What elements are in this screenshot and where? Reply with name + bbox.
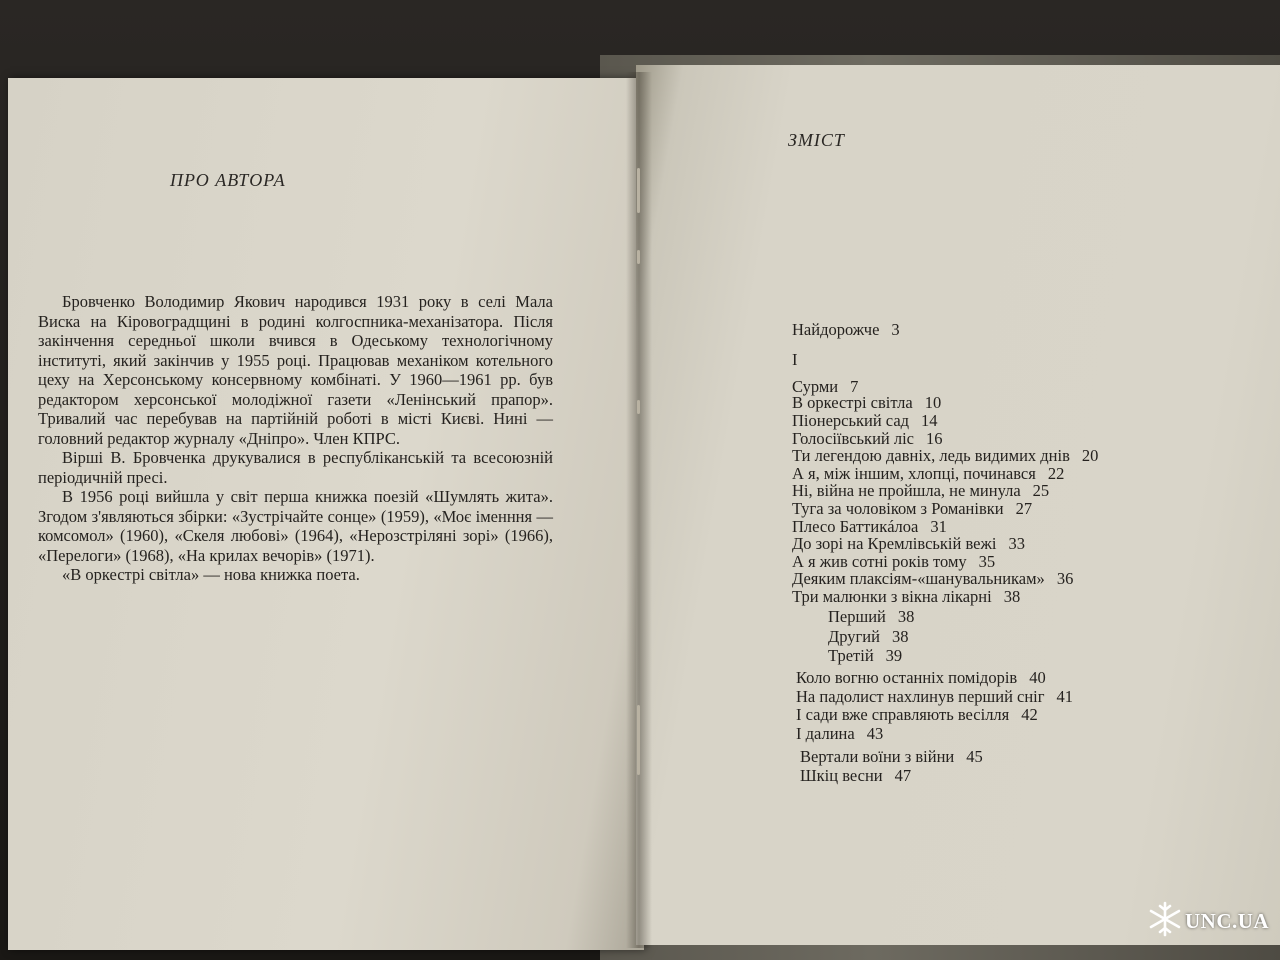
bio-paragraph: Вірші В. Бровченка друкувалися в республіканській та всесоюзній періодичній пресі. [38,448,553,487]
toc-page: 27 [1015,499,1033,518]
toc-entry [796,669,1046,687]
toc-title: Перший [828,607,886,626]
toc-title: До зорі на Кремлівській вежі [792,534,997,553]
toc-page: 25 [1032,481,1050,500]
toc-title: Другий [828,627,880,646]
toc-title: Плесо Баттикáлоа [792,517,919,536]
toc-page: 22 [1047,464,1065,483]
toc-entry [792,570,1073,588]
section-number: І [792,350,798,369]
snowflake-icon [1145,899,1185,939]
toc-title: Туга за чоловіком з Романівки [792,499,1004,518]
toc-page: 38 [891,627,909,646]
toc-title: Коло вогню останніх помідорів [796,668,1018,687]
toc-page: 16 [926,429,943,448]
toc-page: 31 [930,517,947,536]
toc-title: Шкіц весни [800,766,883,785]
toc-title: Вертали воїни з війни [800,747,955,766]
toc-page: 10 [924,393,942,412]
toc-title: А я жив сотні років тому [792,552,967,571]
site-watermark [1145,897,1275,947]
toc-title: А я, між іншим, хлопці, починався [792,464,1036,483]
toc-page: 47 [894,766,912,785]
toc-title: На падолист нахлинув перший сніг [796,687,1045,706]
toc-title: Голосіївський ліс [792,429,914,448]
toc-page: 14 [921,411,938,430]
toc-title: Піонерський сад [792,411,910,430]
toc-entry [796,725,883,743]
toc-page: 42 [1021,705,1038,724]
toc-page: 40 [1029,668,1046,687]
toc-title: Деяким плаксіям-«шанувальникам» [792,569,1045,588]
toc-entry [796,706,1038,724]
toc-entry [792,588,1020,606]
bio-paragraph: Бровченко Володимир Якович народився 1931 року в селі Мала Виска на Кіровоградщині в родині колгоспника-механізатора. Після закінчення середньої школи вчився в Одеському технологічному інституті, який закінчив у 1955 році. Працював механіком котельного цеху на Херсонському консервному комбінаті. У 1960—1961 рр. був редактором херсонської молодіжної газети «Ленінський прапор». Тривалий час перебував на партійній роботі в місті Києві. Нині — головний редактор журналу «Дніпро». Член КПРС. [38,292,553,448]
toc-title: Три малюнки з вікна лікарні [792,587,992,606]
toc-page: 38 [1003,587,1021,606]
toc-page: 36 [1056,569,1074,588]
toc-title: І сади вже справляють весілля [796,705,1010,724]
about-author-heading: ПРО АВТОРА [170,170,286,190]
watermark-text: UNC.UA [1185,909,1270,933]
toc-page: 45 [966,747,983,766]
toc-page: 35 [978,552,996,571]
toc-title: Найдорожче [792,320,880,339]
toc-entry [792,535,1025,553]
toc-entry [792,500,1032,518]
toc-entry [792,412,938,430]
toc-page: 33 [1008,534,1025,553]
toc-page: 43 [866,724,884,743]
toc-subentry [828,628,908,646]
toc-title: Третій [828,646,874,665]
toc-title: І далина [796,724,855,743]
contents-heading: ЗМІСТ [788,130,845,150]
toc-entry [792,394,941,412]
toc-subentry [828,608,914,626]
toc-entry [800,748,983,766]
toc-page: 38 [897,607,915,626]
toc-title: В оркестрі світла [792,393,913,412]
bio-paragraph: «В оркестрі світла» — нова книжка поета. [62,565,360,584]
toc-title: Сурми [792,377,839,396]
toc-page: 20 [1081,446,1099,465]
toc-entry [796,688,1073,706]
toc-page: 3 [891,320,900,339]
toc-entry [800,767,911,785]
toc-page: 7 [850,377,859,396]
toc-entry [792,321,900,339]
toc-title: Ні, війна не пройшла, не минула [792,481,1021,500]
toc-entry [792,482,1049,500]
bio-paragraph: В 1956 році вийшла у світ перша книжка поезій «Шумлять жита». Згодом з'являються збірки: «Зустрічайте сонце» (1959), «Моє іменння — комсомол» (1960), «Скеля любові» (1964), «Нерозстріляні зорі» (1966), «Перелоги» (1968), «На крилах вечорів» (1971). [38,487,553,565]
toc-page: 39 [885,646,903,665]
toc-subentry [828,647,902,665]
toc-title: Ти легендою давніх, ледь видимих днів [792,446,1070,465]
toc-entry [792,447,1098,465]
toc-page: 41 [1056,687,1074,706]
